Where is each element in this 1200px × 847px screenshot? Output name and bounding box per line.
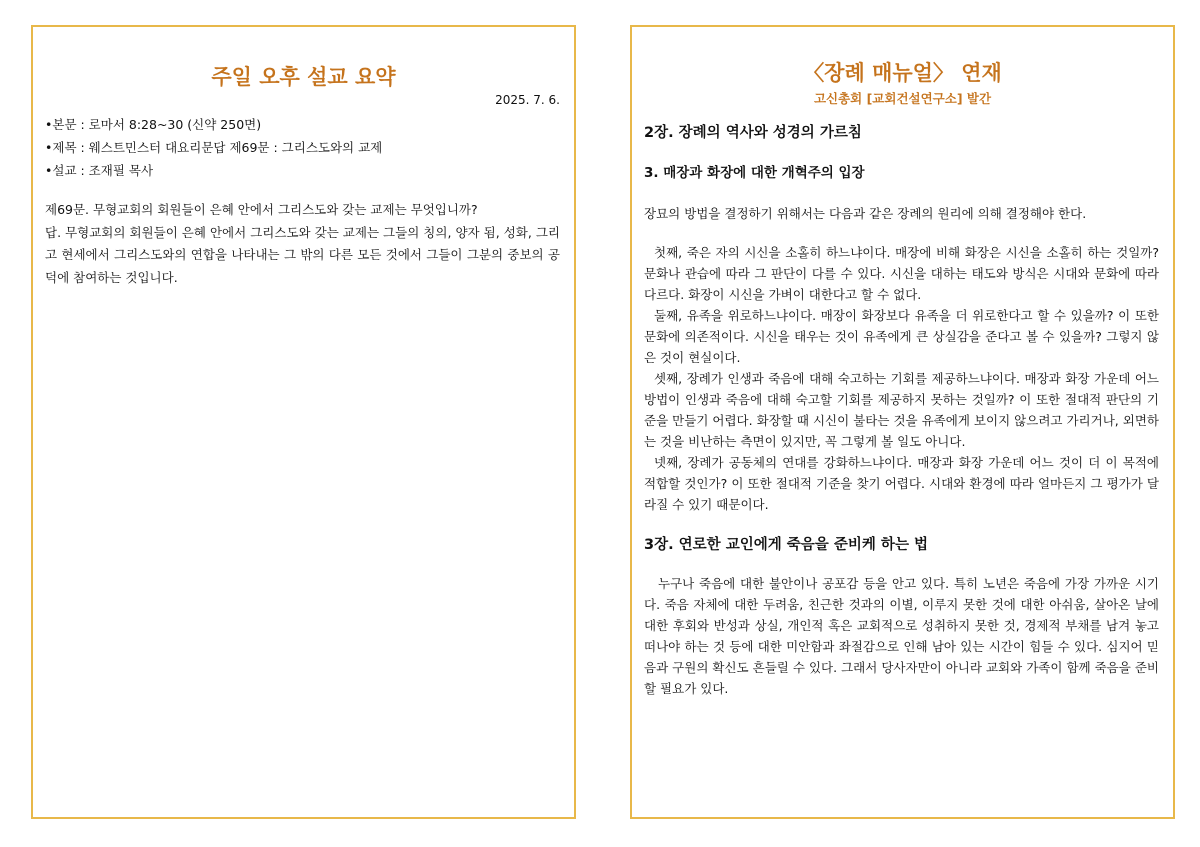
paragraph-first: 첫째, 죽은 자의 시신을 소홀히 하느냐이다. 매장에 비해 화장은 시신을 소홀히 하는 것일까? 문화나 관습에 따라 그 판단이 다를 수 있다. 시신을 대하는 태도와 방식은 시대와 문화에 따라 다르다. 화장이 시신을 가벼이 대한다고 할 수 없다. xyxy=(644,245,1159,302)
chapter-2-heading: 2장. 장례의 역사와 성경의 가르침 xyxy=(644,125,862,141)
paragraph-fourth: 넷째, 장례가 공동체의 연대를 강화하느냐이다. 매장과 화장 가운데 어느 것이 더 이 목적에 적합할 것인가? 이 또한 절대적 기준을 찾기 어렵다. 시대와 환경에 따라 얼마든지 그 평가가 달라질 수 있기 때문이다. xyxy=(644,455,1159,512)
sermon-text-reference: •본문 : 로마서 8:28~30 (신약 250면) xyxy=(45,117,262,132)
manual-title: 〈장례 매뉴얼〉 연재 xyxy=(803,61,1002,85)
manual-content xyxy=(644,123,1159,699)
sermon-preacher: •설교 : 조재필 목사 xyxy=(45,163,154,178)
paragraph-chapter3: 누구나 죽음에 대한 불안이나 공포감 등을 안고 있다. 특히 노년은 죽음에 가장 가까운 시기다. 죽음 자체에 대한 두려움, 친근한 것과의 이별, 이루지 못한 것에 대한 아쉬움, 살아온 날에 대한 후회와 반성과 상실, 개인적 혹은 교회적으로 성취하지 못한 것, 경제적 부채를 남겨 놓고 떠나야 하는 것 등에 대한 미안함과 좌절감으로 인해 남아 있는 시간이 힘들 수 있다. 심지어 믿음과 구원의 확신도 흔들릴 수 있다. 그래서 당사자만이 아니라 교회와 가족이 함께 죽음을 준비할 필요가 있다. xyxy=(644,576,1159,696)
catechism-qa xyxy=(45,199,560,289)
sermon-title: 주일 오후 설교 요약 xyxy=(211,65,396,89)
manual-subtitle: 고신총회 [교회건설연구소] 발간 xyxy=(813,91,992,106)
intro-paragraph: 장묘의 방법을 결정하기 위해서는 다음과 같은 장례의 원리에 의해 결정해야 한다. xyxy=(644,206,1087,221)
catechism-answer: 답. 무형교회의 회원들이 은혜 안에서 그리스도와 갖는 교제는 그들의 칭의, 양자 됨, 성화, 그리고 현세에서 그리스도와의 연합을 나타내는 그 밖의 다른 모든 것에서 그들이 그분의 중보의 공덕에 참여하는 것입니다. xyxy=(45,224,560,285)
sermon-summary-panel xyxy=(31,25,576,819)
sermon-subject: •제목 : 웨스트민스터 대요리문답 제69문 : 그리스도와의 교제 xyxy=(45,140,383,155)
sermon-date: 2025. 7. 6. xyxy=(495,93,560,107)
paragraph-second: 둘째, 유족을 위로하느냐이다. 매장이 화장보다 유족을 더 위로한다고 할 수 있을까? 이 또한 문화에 의존적이다. 시신을 태우는 것이 유족에게 큰 상실감을 준다고 볼 수 있을까? 그렇지 않은 것이 현실이다. xyxy=(644,308,1159,365)
chapter-3-heading: 3장. 연로한 교인에게 죽음을 준비케 하는 법 xyxy=(644,537,929,553)
sermon-meta xyxy=(45,113,562,182)
funeral-manual-panel xyxy=(630,25,1175,819)
catechism-question: 제69문. 무형교회의 회원들이 은혜 안에서 그리스도와 갖는 교제는 무엇입니까? xyxy=(45,202,478,217)
section-3-heading: 3. 매장과 화장에 대한 개혁주의 입장 xyxy=(644,165,865,181)
paragraph-third: 셋째, 장례가 인생과 죽음에 대해 숙고하는 기회를 제공하느냐이다. 매장과 화장 가운데 어느 방법이 인생과 죽음에 대해 숙고할 기회를 제공하지 못하는 것일까? 이 또한 절대적 판단의 기준을 만들기 어렵다. 화장할 때 시신이 불타는 것을 유족에게 보이지 않으려고 가리거나, 외면하는 것을 비난하는 측면이 있지만, 꼭 그렇게 볼 일도 아니다. xyxy=(644,371,1159,449)
